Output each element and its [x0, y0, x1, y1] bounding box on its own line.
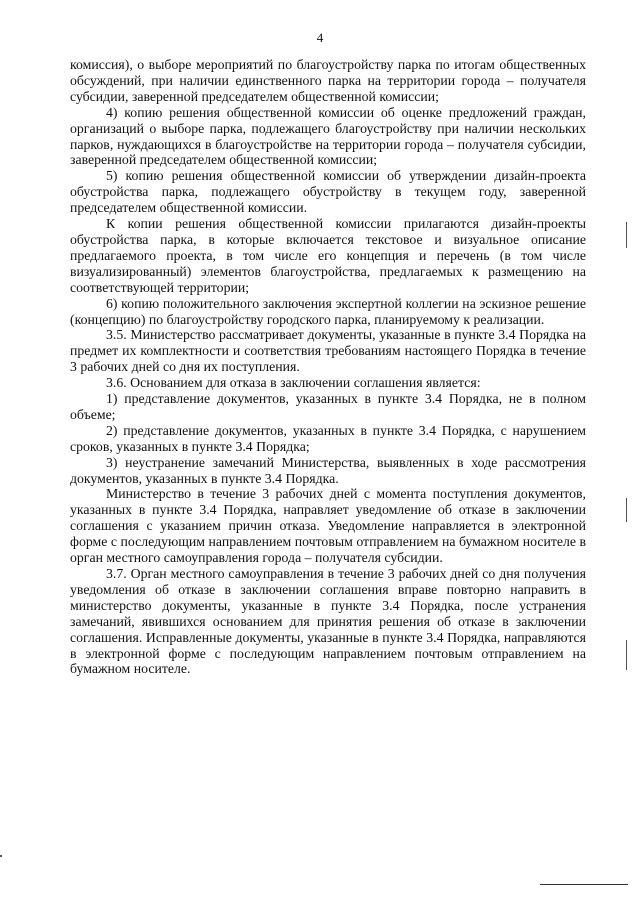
paragraph-item-4: 4) копию решения общественной комиссии об оценке предложений граждан, организаций о выборе парка, подлежащего благоустройству при наличии нескольких парков, нуждающихся в благоустройстве на территории города – получателя субсидии, заверенной председателем общественной комиссии; — [70, 104, 586, 168]
document-body — [70, 57, 586, 677]
paragraph-clause-3-5: 3.5. Министерство рассматривает документы, указанные в пункте 3.4 Порядка на предмет их комплектности и соответствия требованиям настоящего Порядка в течение 3 рабочих дней со дня их поступления. — [70, 327, 586, 375]
scan-edge-mark — [626, 498, 627, 522]
paragraph-refusal-reason-2: 2) представление документов, указанных в пункте 3.4 Порядка, с нарушением сроков, указанных в пункте 3.4 Порядка; — [70, 422, 586, 454]
paragraph-design-projects: К копии решения общественной комиссии прилагаются дизайн-проекты обустройства парка, в которые включается текстовое и визуальное описание предлагаемого проекта, в том числе его концепция и перечень (в том числе визуализированный) элементов благоустройства, предлагаемых к размещению на соответствующей территории; — [70, 216, 586, 295]
paragraph-continuation: комиссия), о выборе мероприятий по благоустройству парка по итогам общественных обсуждений, при наличии единственного парка на территории города – получателя субсидии, заверенной председателем общественной комиссии; — [70, 57, 586, 104]
paragraph-clause-3-7: 3.7. Орган местного самоуправления в течение 3 рабочих дней со дня получения уведомления об отказе в заключении соглашения вправе повторно направить в министерство документы, указанные в пункте 3.4 Порядка, после устранения замечаний, явившихся основанием для принятия решения об отказе в заключении соглашения. Исправленные документы, указанные в пункте 3.4 Порядка, направляются в электронной форме с последующим направлением почтовым отправлением на бумажном носителе. — [70, 566, 586, 677]
paragraph-clause-3-6: 3.6. Основанием для отказа в заключении соглашения является: — [106, 375, 481, 391]
scan-edge-mark — [0, 855, 2, 857]
paragraph-refusal-reason-1: 1) представление документов, указанных в пункте 3.4 Порядка, не в полном объеме; — [70, 391, 586, 422]
paragraph-item-5: 5) копию решения общественной комиссии об утверждении дизайн-проекта обустройства парка, подлежащего обустройству в текущем году, заверенной председателем общественной комиссии. — [70, 168, 586, 216]
paragraph-refusal-reason-3: 3) неустранение замечаний Министерства, выявленных в ходе рассмотрения документов, указанных в пункте 3.4 Порядка. — [70, 454, 586, 486]
paragraph-refusal-notice: Министерство в течение 3 рабочих дней с момента поступления документов, указанных в пункте 3.4 Порядка, направляет уведомление об отказе в заключении соглашения с указанием причин отказа. Уведомление направляется в электронной форме с последующим направлением почтовым отправлением на бумажном носителе в орган местного самоуправления города – получателя субсидии. — [70, 486, 586, 566]
page-number: 4 — [316, 30, 324, 45]
paragraph-item-6: 6) копию положительного заключения экспертной коллегии на эскизное решение (концепцию) по благоустройству городского парка, планируемому к реализации. — [70, 295, 586, 327]
footer-rule — [540, 884, 628, 885]
scan-edge-mark — [626, 640, 627, 670]
scan-edge-mark — [626, 222, 627, 248]
